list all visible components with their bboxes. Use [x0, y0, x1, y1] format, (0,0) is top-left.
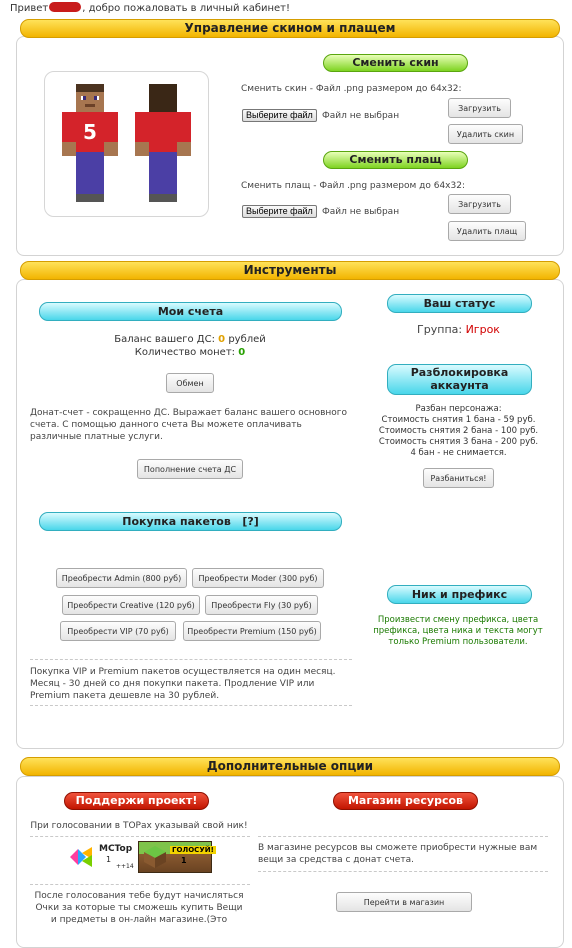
divider — [30, 659, 352, 660]
balance-line — [80, 333, 300, 346]
divider — [258, 871, 548, 872]
mctop-logo-icon — [68, 845, 98, 869]
cloak-file-input[interactable]: Выберите файл — [242, 205, 317, 218]
divider — [30, 884, 250, 885]
mctop-name: MCTop — [99, 844, 133, 854]
topup-button[interactable]: Пополнение счета ДС — [137, 459, 243, 479]
greeting-suffix: , добро пожаловать в личный кабинет! — [82, 3, 291, 14]
unban-info — [362, 404, 555, 459]
accounts-title: Мои счета — [39, 302, 342, 321]
shop-title: Магазин ресурсов — [333, 792, 478, 810]
upload-skin-button[interactable]: Загрузить — [448, 98, 511, 118]
packages-title-text: Покупка пакетов — [122, 515, 231, 528]
status-title: Ваш статус — [387, 294, 532, 313]
exchange-button[interactable]: Обмен — [166, 373, 214, 393]
unban-title — [387, 364, 532, 395]
packages-title — [39, 512, 342, 531]
packages-note: Покупка VIP и Premium пакетов осуществляется на один месяц. Месяц - 30 дней со дня покупки пакета. Продление VIP или Premium пакета дешевле на 30 рублей. — [30, 667, 336, 701]
skin-hint: Сменить скин - Файл .png размером до 64x32: — [241, 84, 462, 94]
vote-hint: При голосовании в TOPах указывай свой ник! — [30, 821, 248, 831]
skin-preview-image — [45, 72, 208, 216]
delete-cloak-button[interactable]: Удалить плащ — [448, 221, 526, 241]
grass-block-icon — [143, 845, 167, 869]
mctop-banner[interactable] — [68, 843, 134, 871]
divider — [30, 705, 352, 706]
mctop-rank: 1 — [106, 855, 112, 864]
coins-value: 0 — [238, 347, 246, 358]
balance-label: Баланс вашего ДС: — [114, 334, 215, 345]
skin-front-figure — [62, 84, 118, 202]
buy-premium-button[interactable]: Преобрести Premium (150 руб) — [183, 621, 321, 641]
packages-help-link[interactable]: [?] — [242, 515, 259, 528]
tools-section-title: Инструменты — [20, 261, 560, 280]
svg-text:5: 5 — [83, 120, 97, 144]
unban-line: Разбан персонажа: — [415, 404, 502, 414]
change-skin-title: Сменить скин — [323, 54, 468, 72]
extra-section-title: Дополнительные опции — [20, 757, 560, 776]
mctop-count: ++14 — [116, 863, 134, 870]
cloak-file-status: Файл не выбран — [322, 207, 400, 217]
buy-vip-button[interactable]: Преобрести VIP (70 руб) — [60, 621, 176, 641]
balance-unit: рублей — [228, 334, 266, 345]
buy-fly-button[interactable]: Преобрести Fly (30 руб) — [205, 595, 318, 615]
coins-label: Количество монет: — [134, 347, 236, 358]
support-title: Поддержи проект! — [64, 792, 209, 810]
divider — [258, 836, 548, 837]
greeting — [10, 2, 290, 14]
redacted-username — [49, 2, 81, 12]
delete-skin-button[interactable]: Удалить скин — [448, 124, 523, 144]
unban-title-line2: аккаунта — [430, 379, 489, 392]
group-value: Игрок — [465, 323, 500, 336]
vote-badge-number: 1 — [181, 856, 187, 865]
skin-back-figure — [135, 84, 191, 202]
unban-line: Стоимость снятия 3 бана - 200 руб. — [378, 437, 539, 447]
cloak-hint: Сменить плащ - Файл .png размером до 64x32: — [241, 181, 465, 191]
unban-line: Стоимость снятия 1 бана - 59 руб. — [381, 415, 536, 425]
nick-prefix-title: Ник и префикс — [387, 585, 532, 604]
unban-line: 4 бан - не снимается. — [410, 448, 507, 458]
group-label: Группа: — [417, 323, 463, 336]
change-cloak-title: Сменить плащ — [323, 151, 468, 169]
divider — [30, 836, 250, 837]
buy-moder-button[interactable]: Преобрести Moder (300 руб) — [192, 568, 324, 588]
greeting-prefix: Привет — [10, 3, 49, 14]
skin-file-input[interactable]: Выберите файл — [242, 109, 317, 122]
nick-prefix-text: Произвести смену префикса, цвета префикса, цвета ника и текста могут только Premium пользователи. — [373, 615, 543, 647]
buy-admin-button[interactable]: Преобрести Admin (800 руб) — [56, 568, 187, 588]
balance-value: 0 — [218, 334, 226, 345]
buy-creative-button[interactable]: Преобрести Creative (120 руб) — [62, 595, 200, 615]
unban-button[interactable]: Разбаниться! — [423, 468, 494, 488]
go-to-shop-button[interactable]: Перейти в магазин — [336, 892, 472, 912]
vote-reward-text: После голосования тебе будут начисляться Очки за которые ты сможешь купить Вещи и предметы в он-лайн магазине.(Это — [34, 891, 244, 925]
vote-badge: ГОЛОСУЙ! — [172, 846, 214, 854]
unban-title-line1: Разблокировка — [410, 366, 509, 379]
vote-banner[interactable] — [138, 841, 212, 873]
skin-section-title: Управление скином и плащем — [20, 19, 560, 38]
upload-cloak-button[interactable]: Загрузить — [448, 194, 511, 214]
group-line — [387, 323, 530, 336]
coins-line — [80, 346, 300, 359]
shop-text: В магазине ресурсов вы сможете приобрести нужные вам вещи за средства с донат счета. — [258, 843, 538, 865]
accounts-description: Донат-счет - сокращенно ДС. Выражает баланс вашего основного счета. С помощью данного счета Вы можете оплачивать различные платные услуги. — [30, 408, 348, 442]
skin-file-status: Файл не выбран — [322, 111, 400, 121]
skin-preview — [44, 71, 209, 217]
unban-line: Стоимость снятия 2 бана - 100 руб. — [378, 426, 539, 436]
